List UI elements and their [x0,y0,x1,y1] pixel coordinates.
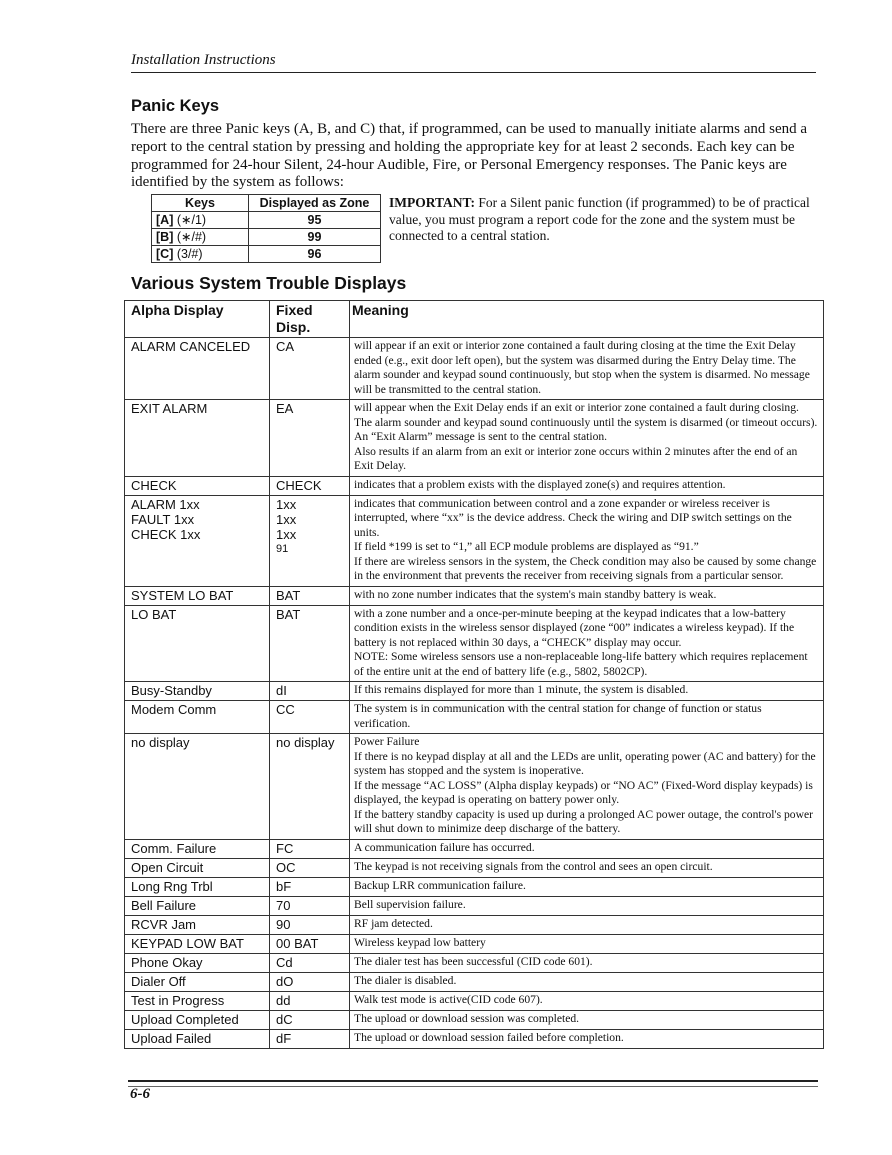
zone-column-header: Displayed as Zone [249,195,381,212]
trouble-row [125,896,824,915]
meaning-column-header: Meaning [350,301,824,338]
meaning-cell: The keypad is not receiving signals from the control and sees an open circuit. [350,858,824,877]
meaning-cell: Walk test mode is active(CID code 607). [350,991,824,1010]
alpha-display-cell: Upload Failed [125,1029,270,1048]
fixed-display-cell: FC [270,839,350,858]
meaning-cell: The upload or download session was completed. [350,1010,824,1029]
meaning-cell: If this remains displayed for more than 1 minute, the system is disabled. [350,682,824,701]
meaning-cell: Bell supervision failure. [350,896,824,915]
fixed-display-cell: no display [270,734,350,840]
meaning-cell: indicates that communication between control and a zone expander or wireless receiver is interrupted, where “xx” is the device address. Check the wiring and DIP switch settings on the units. If field *199 is set to “1,” all ECP module problems are displayed as “91.” If there are wireless sensors in the system, the Check condition may also be caused by some change in the environment that prevents the receiver from receiving signals from a particular sensor. [350,495,824,586]
fixed-display-column-header: Fixed Disp. [270,301,350,338]
panic-key-cell [152,212,249,229]
panic-key-combo: (∗/#) [176,229,207,244]
fixed-display-code: 1xx [276,526,297,542]
alpha-display-cell: Comm. Failure [125,839,270,858]
trouble-row [125,338,824,400]
meaning-cell: Wireless keypad low battery [350,934,824,953]
meaning-cell: with a zone number and a once-per-minute beeping at the keypad indicates that a low-battery condition exists in the wireless sensor displayed (zone “00” indicates a wireless keypad). If the battery is not replaced within 30 days, a “CHECK” display may occur. NOTE: Some wireless sensors use a non-replaceable long-life battery which requires replacement of the entire unit at the end of battery life (e.g., 5802, 5802CP). [350,605,824,682]
fixed-display-cell: Cd [270,953,350,972]
trouble-header-row [125,301,824,338]
trouble-row [125,586,824,605]
fixed-display-cell: BAT [270,586,350,605]
fixed-display-cell: CHECK [270,476,350,495]
fixed-display-cell: CC [270,701,350,734]
panic-key-row [152,246,381,263]
meaning-cell: will appear if an exit or interior zone contained a fault during closing at the time the Exit Delay ended (e.g., exit door left open), but the system was disarmed during the Entry Delay time. The alarm sounder and keypad sound continuously, but stop when the system is disarmed. No message will be transmitted to the central station. [350,338,824,400]
fixed-display-cell: 00 BAT [270,934,350,953]
fixed-display-cell: dd [270,991,350,1010]
panic-key-label: [B] [156,229,174,244]
trouble-displays-table [124,300,824,1049]
alpha-display-cell: ALARM 1xx FAULT 1xx CHECK 1xx [125,495,270,586]
panic-zone-cell: 99 [249,229,381,246]
fixed-display-cell: CA [270,338,350,400]
panic-key-row [152,229,381,246]
alpha-display-cell: SYSTEM LO BAT [125,586,270,605]
panic-key-label: [A] [156,212,174,227]
trouble-row [125,701,824,734]
fixed-display-cell: BAT [270,605,350,682]
alpha-display-cell: Bell Failure [125,896,270,915]
page-number: 6-6 [130,1086,150,1102]
fixed-display-cell: bF [270,877,350,896]
panic-keys-heading: Panic Keys [131,97,220,115]
meaning-cell: The dialer is disabled. [350,972,824,991]
meaning-cell: The dialer test has been successful (CID code 601). [350,953,824,972]
fixed-display-cell: dO [270,972,350,991]
meaning-cell: Backup LRR communication failure. [350,877,824,896]
trouble-row [125,915,824,934]
footer-rule [128,1080,818,1087]
meaning-cell: will appear when the Exit Delay ends if an exit or interior zone contained a fault during closing. The alarm sounder and keypad sound continuously until the system is disarmed (or timeout occurs). An “Exit Alarm” message is sent to the central station. Also results if an alarm from an exit or interior zone occurs within 2 minutes after the end of an Exit Delay. [350,400,824,477]
alpha-display-cell: ALARM CANCELED [125,338,270,400]
fixed-display-code: 91 [276,542,289,555]
meaning-cell: A communication failure has occurred. [350,839,824,858]
trouble-row [125,953,824,972]
fixed-display-code: 1xx [276,496,297,512]
fixed-display-code: 1xx [276,511,297,527]
panic-zone-cell: 96 [249,246,381,263]
panic-key-row [152,212,381,229]
fixed-display-cell: EA [270,400,350,477]
panic-keys-table [151,194,381,263]
running-title: Installation Instructions [131,52,276,68]
trouble-row [125,495,824,586]
alpha-display-cell: EXIT ALARM [125,400,270,477]
alpha-display-cell: no display [125,734,270,840]
trouble-row [125,605,824,682]
panic-key-combo: (3/#) [176,246,203,261]
trouble-row [125,991,824,1010]
trouble-row [125,400,824,477]
panic-keys-intro: There are three Panic keys (A, B, and C) that, if programmed, can be used to manually initiate alarms and send a report to the central station by pressing and holding the appropriate key for at least 2 seconds. Each key can be programmed for 24-hour Silent, 24-hour Audible, Fire, or Personal Emergency responses. The Panic keys are identified by the system as follows: [131,121,808,191]
alpha-display-cell: Open Circuit [125,858,270,877]
alpha-display-cell: Test in Progress [125,991,270,1010]
trouble-row [125,839,824,858]
alpha-display-column-header: Alpha Display [125,301,270,338]
panic-key-cell [152,246,249,263]
panic-zone-cell: 95 [249,212,381,229]
meaning-cell: The system is in communication with the central station for change of function or status verification. [350,701,824,734]
fixed-display-cell: dF [270,1029,350,1048]
alpha-display-cell: Busy-Standby [125,682,270,701]
important-text: For a Silent panic function (if programmed) to be of practical value, you must program a report code for the zone and the system must be connected to a central station. [389,195,810,243]
panic-keys-header-row [152,195,381,212]
fixed-display-cell: dI [270,682,350,701]
trouble-row [125,1010,824,1029]
trouble-row [125,734,824,840]
trouble-row [125,934,824,953]
alpha-display-cell: Long Rng Trbl [125,877,270,896]
meaning-cell: The upload or download session failed before completion. [350,1029,824,1048]
alpha-display-cell: RCVR Jam [125,915,270,934]
alpha-display-cell: Phone Okay [125,953,270,972]
panic-key-combo: (∗/1) [176,212,207,227]
trouble-displays-heading: Various System Trouble Displays [131,273,407,293]
trouble-row [125,972,824,991]
fixed-display-cell: 70 [270,896,350,915]
fixed-display-cell: dC [270,1010,350,1029]
meaning-cell: indicates that a problem exists with the displayed zone(s) and requires attention. [350,476,824,495]
trouble-row [125,877,824,896]
fixed-display-cell: OC [270,858,350,877]
fixed-display-cell: 90 [270,915,350,934]
important-label: IMPORTANT: [389,195,476,210]
alpha-display-cell: KEYPAD LOW BAT [125,934,270,953]
alpha-display-cell: Modem Comm [125,701,270,734]
trouble-row [125,1029,824,1048]
meaning-cell: RF jam detected. [350,915,824,934]
running-header [131,52,816,73]
trouble-row [125,682,824,701]
alpha-display-cell: LO BAT [125,605,270,682]
trouble-table-body [125,338,824,1049]
panic-key-cell [152,229,249,246]
alpha-display-cell: CHECK [125,476,270,495]
alpha-display-cell: Dialer Off [125,972,270,991]
meaning-cell: Power Failure If there is no keypad display at all and the LEDs are unlit, operating power (AC and battery) for the system has stopped and the system is inoperative. If the message “AC LOSS” (Alpha display keypads) or “NO AC” (Fixed-Word display keypads) is displayed, the keypad is operating on battery power only. If the battery standby capacity is used up during a prolonged AC power outage, the control's power will shut down to minimize deep discharge of the battery. [350,734,824,840]
alpha-display-cell: Upload Completed [125,1010,270,1029]
trouble-row [125,476,824,495]
meaning-cell: with no zone number indicates that the system's main standby battery is weak. [350,586,824,605]
important-note [389,195,817,245]
keys-column-header: Keys [152,195,249,212]
trouble-row [125,858,824,877]
panic-key-label: [C] [156,246,174,261]
fixed-display-cell [270,495,350,586]
